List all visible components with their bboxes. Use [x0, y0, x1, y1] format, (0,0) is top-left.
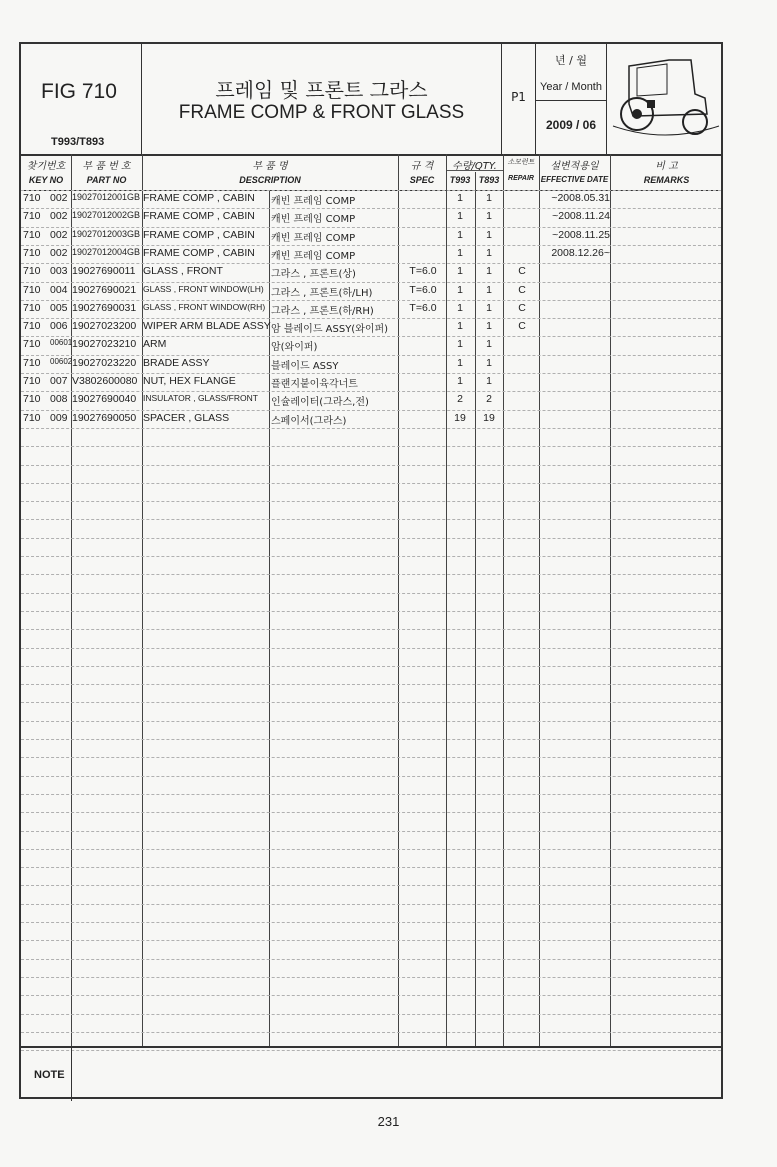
title-box — [142, 44, 502, 154]
key-header: KEY NO — [28, 175, 64, 185]
year-month-korean: 년 / 월 — [555, 54, 587, 67]
remarks-header: REMARKS — [643, 175, 690, 185]
table-row — [21, 410, 721, 428]
cell-rp: C — [518, 320, 526, 333]
table-row — [21, 318, 721, 336]
cell-de: NUT, HEX FLANGE — [143, 375, 236, 387]
cell-de: FRAME COMP , CABIN — [143, 210, 255, 223]
cell-de: ARM — [143, 338, 167, 351]
header — [21, 44, 721, 156]
fig-label: FIG 710 — [41, 80, 117, 103]
table-row — [21, 245, 721, 263]
spec-header: SPEC — [409, 175, 435, 185]
cell-k2: 006 — [50, 320, 68, 333]
cell-pn: 19027012004GB — [72, 246, 141, 257]
cell-k2: 00601 — [50, 338, 73, 348]
cell-rp: C — [518, 283, 526, 296]
cell-k1: 710 — [23, 192, 41, 204]
cell-pn: 19027690021 — [72, 283, 137, 296]
cell-q1: 1 — [457, 228, 463, 241]
cell-sp: T=6.0 — [409, 265, 437, 278]
effective-header: EFFECTIVE DATE — [540, 175, 609, 184]
cell-pn: 19027690040 — [72, 393, 137, 406]
cell-q2: 2 — [486, 393, 492, 406]
year-month-box — [536, 44, 607, 154]
cell-ef: ~2008.11.24 — [552, 210, 610, 223]
cell-q1: 1 — [457, 375, 463, 387]
cell-de: FRAME COMP , CABIN — [143, 228, 255, 241]
year-month-english: Year / Month — [540, 81, 602, 93]
cell-de: FRAME COMP , CABIN — [143, 246, 255, 259]
cell-q1: 1 — [457, 192, 463, 204]
cell-k2: 002 — [50, 210, 68, 223]
cell-pn: 19027023210 — [72, 338, 137, 351]
cell-pn: 19027023220 — [72, 356, 137, 369]
cell-de: WIPER ARM BLADE ASSY — [143, 320, 271, 333]
page-code-box — [502, 44, 536, 154]
cell-k2: 002 — [50, 192, 68, 204]
cell-q2: 1 — [486, 192, 492, 204]
key-header-ko: 찾기번호 — [26, 161, 66, 172]
desc-header-ko: 부 품 명 — [252, 161, 288, 172]
cell-q2: 1 — [486, 356, 492, 369]
table-row — [21, 391, 721, 409]
cell-q2: 1 — [486, 265, 492, 278]
cell-rp: C — [518, 301, 526, 314]
cell-k2: 007 — [50, 375, 68, 387]
cell-k1: 710 — [23, 338, 41, 351]
cell-pn: 19027012003GB — [72, 228, 141, 239]
cell-q2: 1 — [486, 375, 492, 387]
cell-k1: 710 — [23, 228, 41, 241]
cell-k2: 005 — [50, 301, 68, 314]
cell-de: SPACER , GLASS — [143, 411, 230, 424]
cell-de: BRADE ASSY — [143, 356, 210, 369]
repair-header-ko: 소모런트 — [507, 158, 535, 166]
cell-k1: 710 — [23, 356, 41, 369]
cell-k1: 710 — [23, 301, 41, 314]
cell-q1: 2 — [457, 393, 463, 406]
cell-ef: ~2008.05.31 — [551, 192, 610, 204]
cell-de: INSULATOR , GLASS/FRONT — [143, 393, 258, 404]
cell-dk: 캐빈 프레임 COMP — [271, 196, 356, 207]
cell-q2: 1 — [486, 301, 492, 314]
cell-q1: 1 — [457, 320, 463, 333]
cell-k1: 710 — [23, 210, 41, 223]
cell-dk: 그라스 , 프론트(하/LH) — [271, 287, 373, 299]
cell-k2: 00602 — [50, 356, 73, 366]
cell-q1: 1 — [457, 210, 463, 223]
cell-dk: 그라스 , 프론트(하/RH) — [271, 305, 374, 317]
cell-q2: 19 — [483, 411, 495, 424]
cell-q2: 1 — [486, 228, 492, 241]
cell-dk: 캐빈 프레임 COMP — [271, 232, 356, 244]
cell-pn: 19027690050 — [72, 411, 137, 424]
cell-pn: V3802600080 — [72, 375, 138, 387]
parts-sheet — [19, 42, 723, 1099]
cell-sp: T=6.0 — [409, 283, 437, 296]
column-header — [21, 154, 721, 191]
page-code: P1 — [511, 90, 526, 104]
cell-q2: 1 — [486, 246, 492, 259]
note-label: NOTE — [34, 1069, 65, 1081]
cell-k1: 710 — [23, 393, 41, 406]
issue-date: 2009 / 06 — [545, 118, 597, 132]
title-korean: 프레임 및 프론트 그라스 — [215, 78, 428, 102]
cell-de: GLASS , FRONT WINDOW(LH) — [143, 283, 264, 294]
cell-dk: 플랜지붙이육각너트 — [271, 379, 358, 390]
remarks-header-ko: 비 고 — [655, 161, 678, 172]
cell-k1: 710 — [23, 283, 41, 296]
cell-de: FRAME COMP , CABIN — [143, 192, 255, 204]
cell-pn: 19027012001GB — [72, 192, 141, 202]
cell-k1: 710 — [23, 320, 41, 333]
table-row — [21, 227, 721, 245]
table-row — [21, 282, 721, 300]
qty-t893-header: T893 — [478, 175, 500, 185]
cell-k2: 002 — [50, 246, 68, 259]
page-number: 231 — [377, 1114, 400, 1129]
cell-pn: 19027690011 — [72, 265, 136, 278]
cell-dk: 캐빈 프레임 COMP — [271, 250, 356, 262]
cell-pn: 19027012002GB — [72, 210, 141, 221]
cell-k1: 710 — [23, 265, 41, 278]
cell-q1: 1 — [457, 246, 463, 259]
cell-k2: 008 — [50, 393, 68, 406]
cell-dk: 그라스 , 프론트(상) — [271, 269, 356, 281]
cell-pn: 19027023200 — [72, 320, 137, 333]
cell-dk: 암(와이퍼) — [271, 342, 318, 354]
table-row — [21, 208, 721, 226]
cell-dk: 인슐레이터(그라스,전) — [271, 397, 369, 409]
cell-q2: 1 — [486, 320, 492, 333]
cell-q2: 1 — [486, 338, 492, 351]
table-row — [21, 336, 721, 354]
note-area — [21, 1046, 721, 1101]
table-row — [21, 355, 721, 373]
table-row — [21, 263, 721, 281]
cell-q1: 1 — [457, 338, 463, 351]
cell-k1: 710 — [23, 375, 41, 387]
part-header: PART NO — [86, 175, 127, 185]
cell-q1: 19 — [454, 411, 466, 424]
table-row — [21, 300, 721, 318]
cell-q1: 1 — [457, 356, 463, 369]
cell-q1: 1 — [457, 301, 463, 314]
part-header-ko: 부 품 번 호 — [82, 161, 131, 172]
cell-de: GLASS , FRONT WINDOW(RH) — [143, 301, 266, 312]
qty-t993-header: T993 — [449, 175, 471, 185]
cell-dk: 스페이서(그라스) — [271, 415, 347, 427]
table-row — [21, 373, 721, 391]
spec-header-ko: 규 격 — [410, 161, 434, 172]
tractor-icon — [607, 44, 723, 152]
cell-k1: 710 — [23, 411, 41, 424]
qty-header: 수량/QTY. — [452, 161, 497, 172]
cell-dk: 캐빈 프레임 COMP — [271, 214, 356, 226]
model-label: T993/T893 — [51, 136, 105, 148]
cell-k2: 004 — [50, 283, 68, 296]
title-english: FRAME COMP & FRONT GLASS — [178, 102, 465, 123]
cell-k2: 009 — [50, 411, 68, 424]
cell-k1: 710 — [23, 246, 41, 259]
cell-rp: C — [518, 265, 526, 278]
table-row — [21, 190, 721, 208]
fig-box — [21, 44, 142, 154]
repair-header: REPAIR — [508, 175, 534, 182]
cell-k2: 003 — [50, 265, 68, 278]
desc-header: DESCRIPTION — [239, 175, 301, 185]
tractor-thumbnail — [607, 44, 723, 154]
cell-ef: 2008.12.26~ — [551, 246, 610, 259]
cell-pn: 19027690031 — [72, 301, 137, 314]
cell-sp: T=6.0 — [409, 301, 437, 314]
cell-q1: 1 — [457, 265, 463, 278]
cell-q2: 1 — [486, 210, 492, 223]
cell-q1: 1 — [457, 283, 463, 296]
cell-ef: ~2008.11.25 — [552, 228, 610, 241]
cell-dk: 암 블레이드 ASSY(와이퍼) — [271, 324, 389, 336]
cell-k2: 002 — [50, 228, 68, 241]
effective-header-ko: 설변적용일 — [550, 161, 599, 172]
cell-de: GLASS , FRONT — [143, 265, 223, 278]
cell-q2: 1 — [486, 283, 492, 296]
cell-dk: 블레이드 ASSY — [271, 360, 339, 372]
